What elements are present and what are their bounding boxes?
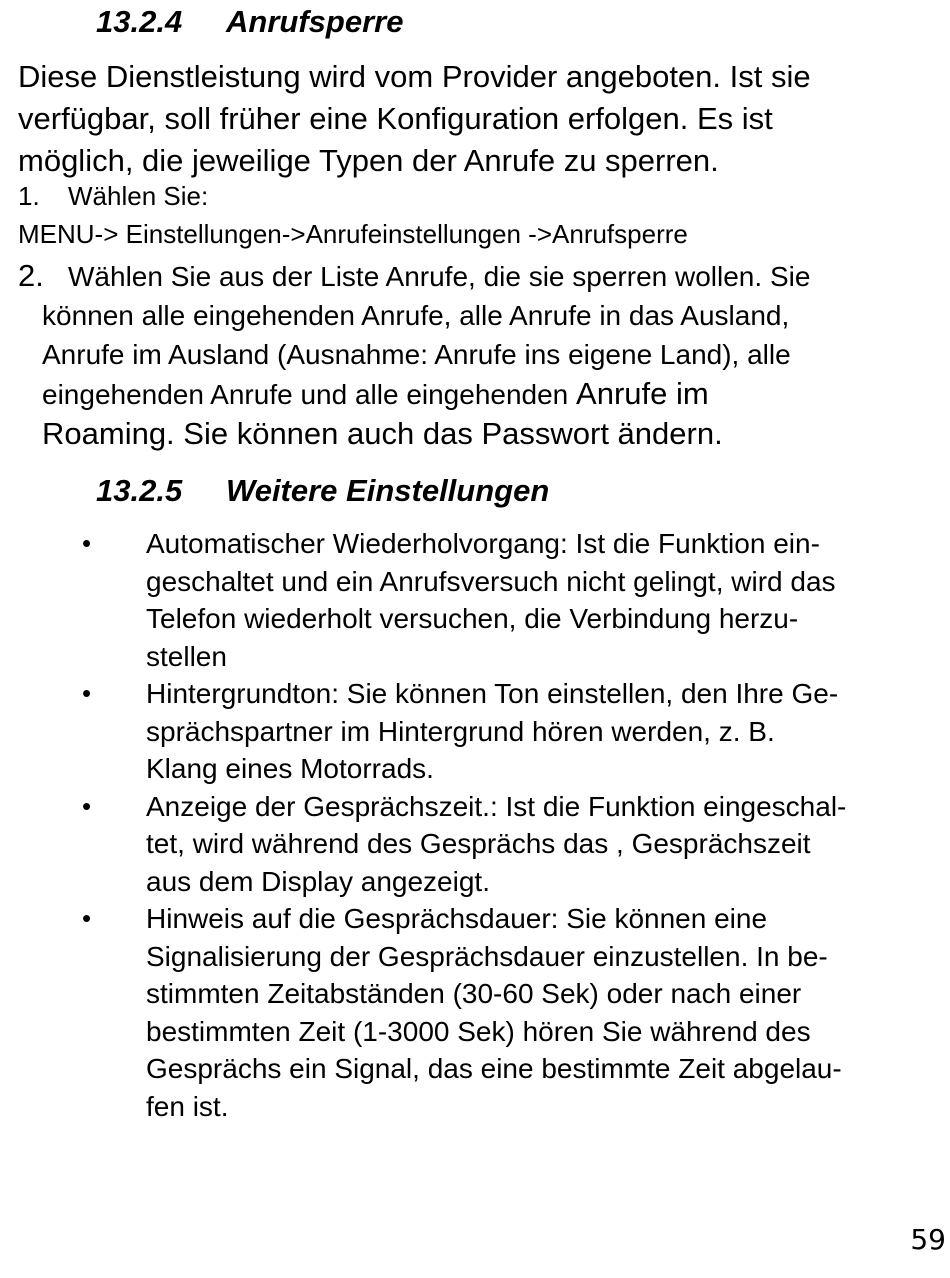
list-item-line: aus dem Display angezeigt.	[146, 865, 490, 897]
list-item-line: Automatischer Wiederholvorgang: Ist die Funktion ein-	[146, 528, 820, 559]
bullet-icon: •	[82, 903, 92, 933]
intro-line: möglich, die jeweilige Typen der Anrufe zu sperren.	[18, 143, 719, 178]
list-item-line: bestimmten Zeit (1-3000 Sek) hören Sie während des	[146, 1015, 811, 1047]
intro-line: verfügbar, soll früher eine Konfiguration erfolgen. Es ist	[18, 101, 773, 136]
step-text-large: Anrufe im	[576, 376, 709, 411]
list-item-line: stellen	[146, 640, 227, 672]
intro-line: Diese Dienstleistung wird vom Provider angeboten. Ist sie	[18, 59, 811, 94]
list-item-line: sprächspartner im Hintergrund hören werden, z. B.	[146, 715, 775, 747]
step-2-line: Roaming. Sie können auch das Passwort ändern.	[42, 416, 723, 451]
step-2-line	[18, 374, 943, 414]
section-title: Weitere Einstellungen	[226, 473, 550, 508]
list-item-line: fen ist.	[146, 1090, 229, 1122]
section-number: 13.2.4	[96, 4, 183, 39]
step-2-line: Anrufe im Ausland (Ausnahme: Anrufe ins eigene Land), alle	[42, 339, 791, 370]
step-2	[18, 256, 943, 453]
menu-path: MENU-> Einstellungen->Anrufeinstellungen ->Anrufsperre	[18, 219, 688, 249]
step-text: Wählen Sie aus der Liste Anrufe, die sie sperren wollen. Sie	[68, 261, 811, 292]
bullet-icon: •	[82, 528, 92, 558]
step-text: Wählen Sie:	[68, 181, 209, 211]
list-item-line: Telefon wiederholt versuchen, die Verbindung herzu-	[146, 603, 799, 634]
list-item	[0, 675, 950, 788]
section-title: Anrufsperre	[226, 4, 404, 39]
list-item-line: stimmten Zeitabständen (30-60 Sek) oder nach einer	[146, 978, 802, 1009]
list-item-line: Hinweis auf die Gesprächsdauer: Sie können eine	[146, 903, 768, 934]
list-item	[0, 525, 950, 675]
step-2-line: können alle eingehenden Anrufe, alle Anrufe in das Ausland,	[42, 300, 790, 331]
step-1	[18, 178, 208, 214]
section-heading-anrufsperre	[96, 4, 403, 40]
page-number: 59	[910, 1223, 946, 1256]
list-item-line: Gesprächs ein Signal, das eine bestimmte Zeit abgelau-	[146, 1053, 842, 1084]
step-text: eingehenden Anrufe und alle eingehenden	[42, 379, 577, 410]
step-number: 1.	[18, 181, 40, 211]
list-item-line: tet, wird während des Gesprächs das , Gesprächszeit	[146, 828, 811, 859]
section-heading-weitere-einstellungen	[96, 473, 549, 509]
settings-bullet-list	[0, 525, 950, 1125]
bullet-icon: •	[82, 790, 92, 821]
intro-paragraph	[18, 56, 938, 182]
list-item-line: Anzeige der Gesprächszeit.: Ist die Funktion eingeschal-	[146, 790, 847, 822]
step-number: 2.	[18, 258, 44, 293]
bullet-icon: •	[82, 678, 92, 708]
list-item-line: Hintergrundton: Sie können Ton einstellen, den Ihre Ge-	[146, 678, 839, 709]
list-item-line: geschaltet und ein Anrufsversuch nicht gelingt, wird das	[146, 565, 836, 597]
list-item	[0, 900, 950, 1125]
step-2-line	[18, 256, 943, 296]
list-item-line: Signalisierung der Gesprächsdauer einzustellen. In be-	[146, 940, 828, 972]
list-item	[0, 788, 950, 901]
section-number: 13.2.5	[96, 473, 183, 508]
list-item-line: Klang eines Motorrads.	[146, 753, 434, 784]
